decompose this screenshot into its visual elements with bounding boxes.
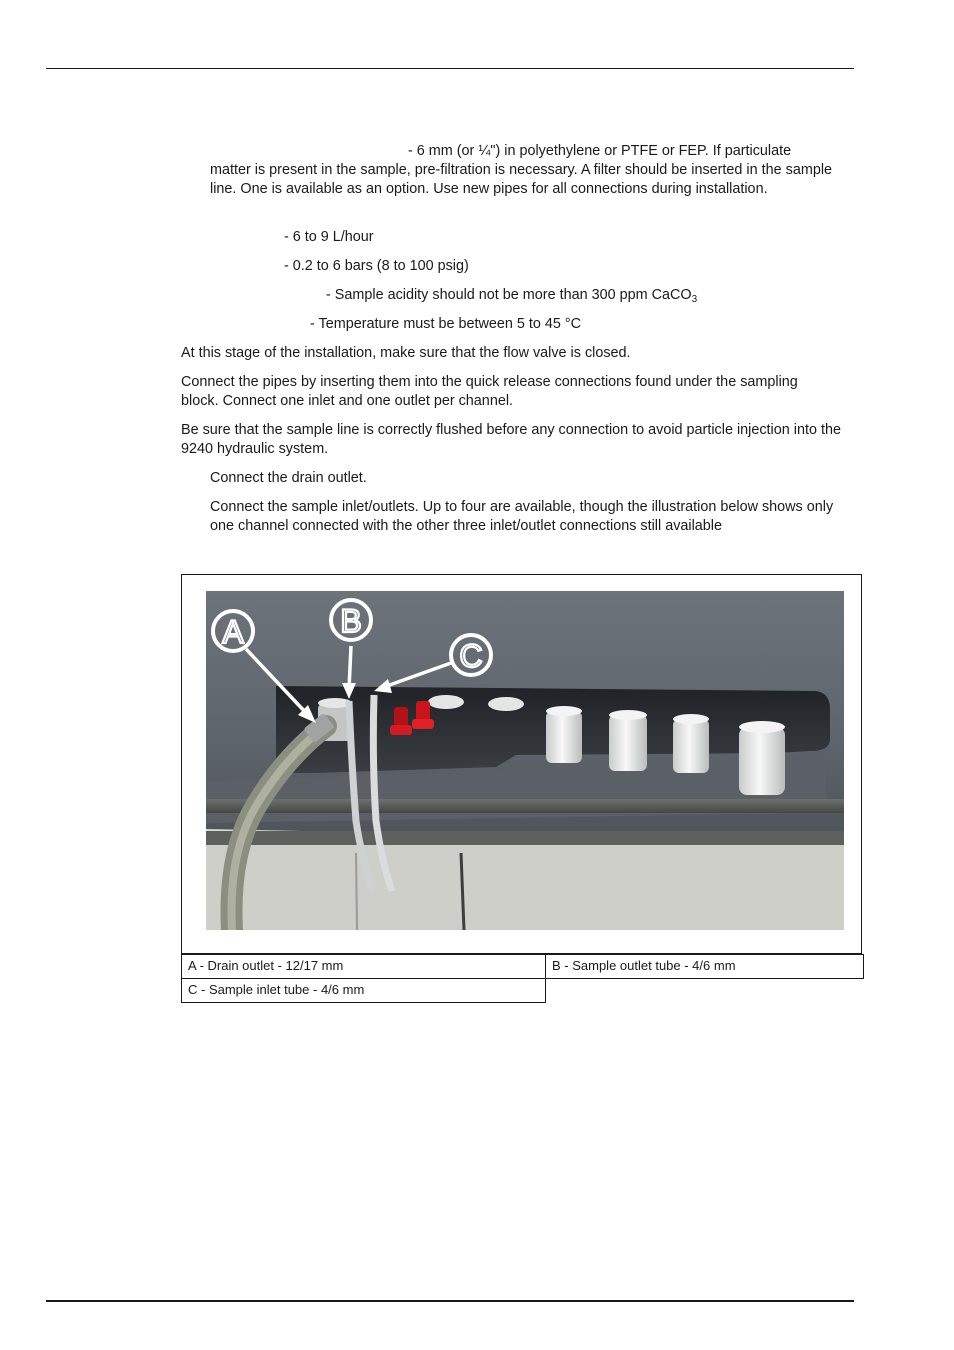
- step-drain-outlet: Connect the drain outlet.: [210, 470, 367, 486]
- sampling-block-photo: [206, 591, 844, 930]
- lower-rail: [206, 831, 844, 845]
- legend-cell-a: A - Drain outlet - 12/17 mm: [181, 954, 546, 979]
- acidity-spec-text: - Sample acidity should not be more than 300 ppm CaCO: [326, 287, 692, 303]
- figure-frame: [181, 574, 862, 954]
- tubing-spec: matter is present in the sample, pre-filtration is necessary. A filter should be inserted in the sample line. One is available as an option. Use new pipes for all connections during installation.: [210, 162, 833, 198]
- step-sample-inlets: Connect the sample inlet/outlets. Up to four are available, though the illustration below shows only one channel connected with the other three inlet/outlet connections still available: [210, 499, 834, 535]
- paragraph-connect-pipes: Connect the pipes by inserting them into the quick release connections found under the sampling block. Connect one inlet and one outlet per channel.: [181, 374, 798, 410]
- header-rule: [46, 68, 854, 69]
- pressure-spec: - 0.2 to 6 bars (8 to 100 psig): [284, 258, 469, 274]
- paragraph-flow-valve: At this stage of the installation, make sure that the flow valve is closed.: [181, 345, 631, 361]
- acidity-spec-subscript: 3: [691, 294, 698, 305]
- callout-c: C: [459, 638, 483, 674]
- flow-spec: - 6 to 9 L/hour: [284, 229, 374, 245]
- legend-cell-c: C - Sample inlet tube - 4/6 mm: [181, 978, 546, 1003]
- temperature-spec: - Temperature must be between 5 to 45 °C: [310, 316, 582, 332]
- floor-area: [206, 841, 844, 930]
- tubing-spec-line1: - 6 mm (or ¼") in polyethylene or PTFE or FEP. If particulate: [408, 143, 792, 159]
- footer-rule: [46, 1300, 854, 1302]
- callout-a: A: [222, 614, 244, 650]
- front-rail: [206, 799, 844, 813]
- paragraph-flush-line: Be sure that the sample line is correctly flushed before any connection to avoid particle injection into the 9240 hydraulic system.: [181, 422, 841, 458]
- callout-b: B: [340, 603, 362, 639]
- sampling-block-illustration: [206, 591, 844, 930]
- legend-cell-b: B - Sample outlet tube - 4/6 mm: [545, 954, 864, 979]
- acidity-spec: [326, 286, 697, 305]
- rack-upright: [356, 853, 357, 930]
